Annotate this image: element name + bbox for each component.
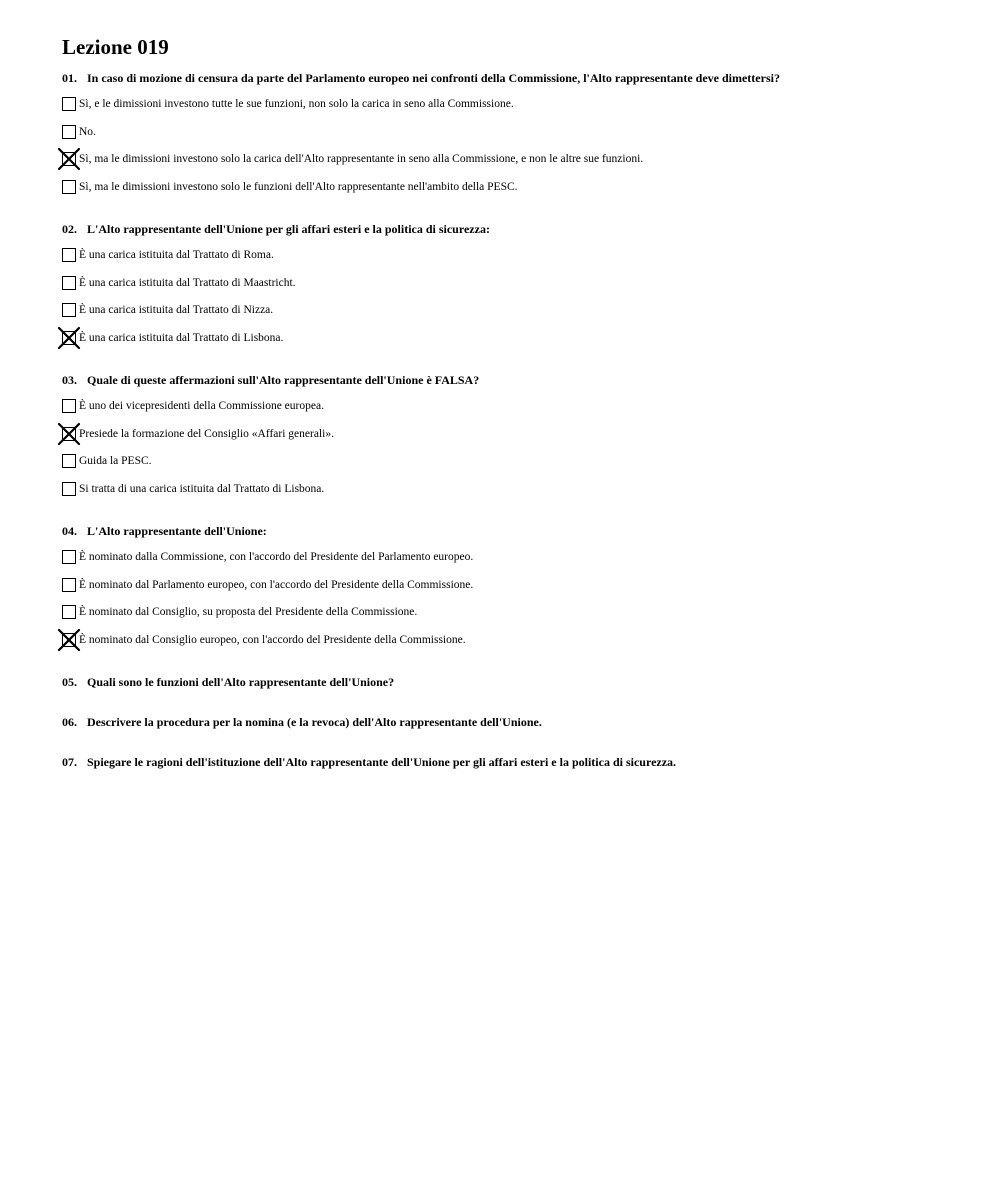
option-text: È una carica istituita dal Trattato di Lisbona.	[79, 332, 284, 344]
question-number: 03.	[62, 373, 77, 387]
question-number: 06.	[62, 715, 77, 729]
question-heading	[62, 523, 267, 539]
option-text: È nominato dal Consiglio europeo, con l'accordo del Presidente della Commissione.	[79, 634, 466, 646]
answer-option[interactable]	[62, 330, 283, 346]
option-text: È nominato dalla Commissione, con l'accordo del Presidente del Parlamento europeo.	[79, 551, 474, 563]
option-text: È uno dei vicepresidenti della Commissione europea.	[79, 400, 324, 412]
question-heading	[62, 372, 479, 388]
check-x-mark-icon	[58, 423, 80, 445]
checkbox[interactable]	[62, 399, 76, 413]
answer-option[interactable]	[62, 247, 274, 263]
option-text: Si tratta di una carica istituita dal Trattato di Lisbona.	[79, 483, 325, 495]
answer-option[interactable]	[62, 302, 273, 318]
answer-option[interactable]	[62, 124, 96, 140]
question-text: Spiegare le ragioni dell'istituzione dell'Alto rappresentante dell'Unione per gli affari esteri e la politica di sicurezza.	[87, 755, 677, 769]
check-x-mark-icon	[58, 327, 80, 349]
question-number: 05.	[62, 675, 77, 689]
answer-option[interactable]	[62, 577, 473, 593]
question-heading	[62, 754, 676, 770]
question-text: In caso di mozione di censura da parte del Parlamento europeo nei confronti della Commissione, l'Alto rappresentante deve dimettersi?	[87, 71, 780, 85]
checkbox[interactable]	[62, 550, 76, 564]
checkbox[interactable]	[62, 125, 76, 139]
answer-option[interactable]	[62, 398, 324, 414]
checkbox[interactable]	[62, 152, 76, 166]
question-text: Quali sono le funzioni dell'Alto rappresentante dell'Unione?	[87, 675, 395, 689]
answer-option[interactable]	[62, 179, 518, 195]
checkbox[interactable]	[62, 180, 76, 194]
checkbox[interactable]	[62, 633, 76, 647]
checkbox[interactable]	[62, 97, 76, 111]
checkbox[interactable]	[62, 427, 76, 441]
checkbox[interactable]	[62, 454, 76, 468]
question-text: Quale di queste affermazioni sull'Alto rappresentante dell'Unione è FALSA?	[87, 373, 480, 387]
checkbox[interactable]	[62, 248, 76, 262]
question-text: Descrivere la procedura per la nomina (e la revoca) dell'Alto rappresentante dell'Unione.	[87, 715, 542, 729]
checkbox[interactable]	[62, 303, 76, 317]
option-text: Sì, e le dimissioni investono tutte le sue funzioni, non solo la carica in seno alla Commissione.	[79, 98, 514, 110]
question-heading	[62, 70, 780, 86]
page-title: Lezione 019	[62, 35, 169, 59]
checkbox[interactable]	[62, 578, 76, 592]
question-text: L'Alto rappresentante dell'Unione:	[87, 524, 267, 538]
option-text: È una carica istituita dal Trattato di Roma.	[79, 249, 274, 261]
answer-option[interactable]	[62, 481, 324, 497]
question-number: 07.	[62, 755, 77, 769]
option-text: Guida la PESC.	[79, 455, 152, 467]
option-text: È nominato dal Parlamento europeo, con l'accordo del Presidente della Commissione.	[79, 579, 474, 591]
question-text: L'Alto rappresentante dell'Unione per gli affari esteri e la politica di sicurezza:	[87, 222, 490, 236]
option-text: È una carica istituita dal Trattato di Nizza.	[79, 304, 274, 316]
option-text: Sì, ma le dimissioni investono solo le funzioni dell'Alto rappresentante nell'ambito della PESC.	[79, 181, 518, 193]
answer-option[interactable]	[62, 453, 152, 469]
option-text: Sì, ma le dimissioni investono solo la carica dell'Alto rappresentante in seno alla Commissione, e non le altre sue funzioni.	[79, 153, 644, 165]
question-heading	[62, 221, 490, 237]
check-x-mark-icon	[58, 629, 80, 651]
option-text: È nominato dal Consiglio, su proposta del Presidente della Commissione.	[79, 606, 418, 618]
answer-option[interactable]	[62, 96, 514, 112]
option-text: Presiede la formazione del Consiglio «Affari generali».	[79, 428, 334, 440]
question-heading	[62, 714, 542, 730]
checkbox[interactable]	[62, 482, 76, 496]
question-number: 04.	[62, 524, 77, 538]
option-text: No.	[79, 126, 96, 138]
question-heading	[62, 674, 394, 690]
answer-option[interactable]	[62, 426, 334, 442]
option-text: È una carica istituita dal Trattato di Maastricht.	[79, 277, 296, 289]
answer-option[interactable]	[62, 549, 473, 565]
answer-option[interactable]	[62, 275, 296, 291]
checkbox[interactable]	[62, 331, 76, 345]
checkbox[interactable]	[62, 605, 76, 619]
checkbox[interactable]	[62, 276, 76, 290]
question-number: 02.	[62, 222, 77, 236]
answer-option[interactable]	[62, 151, 643, 167]
answer-option[interactable]	[62, 632, 466, 648]
answer-option[interactable]	[62, 604, 417, 620]
check-x-mark-icon	[58, 148, 80, 170]
question-number: 01.	[62, 71, 77, 85]
